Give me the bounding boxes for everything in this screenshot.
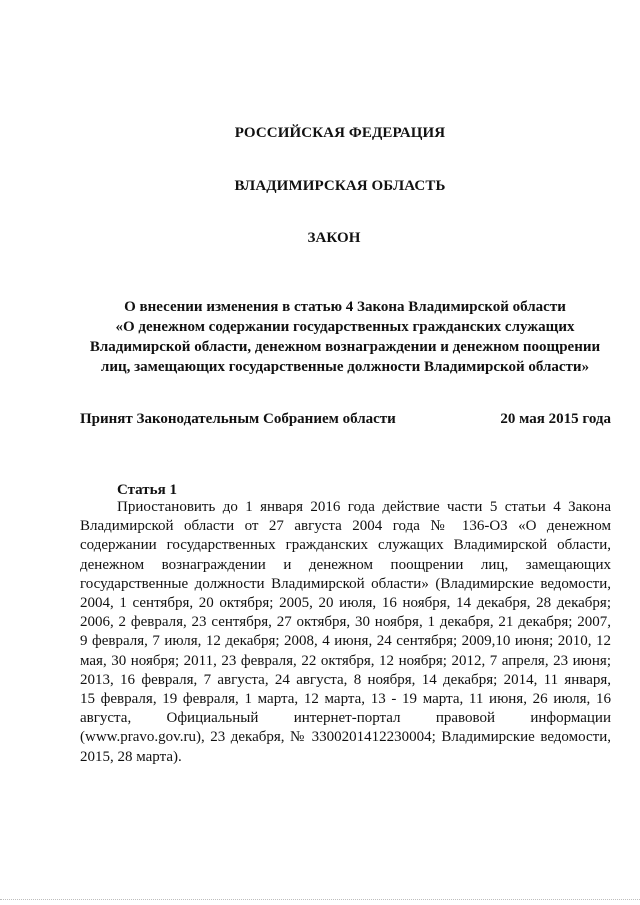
- adoption-date: 20 мая 2015 года: [500, 411, 611, 427]
- article-body-line: денежном вознаграждении и денежном поощрении лиц, замещающих: [80, 556, 611, 573]
- adopted-by-text: Принят Законодательным Собранием области: [80, 411, 396, 427]
- adoption-row: [80, 409, 611, 429]
- header-federation: РОССИЙСКАЯ ФЕДЕРАЦИЯ: [234, 125, 446, 141]
- article-body-line: мая, 30 ноября; 2011, 23 февраля, 22 октября, 12 ноября; 2012, 7 апреля, 23 июня;: [80, 652, 611, 669]
- law-title: [60, 297, 630, 377]
- article-body-line: 9 февраля, 7 июля, 12 декабря; 2008, 4 июня, 24 сентября; 2009,10 июня; 2010, 12: [80, 633, 611, 650]
- article-body-line: 2004, 1 сентября, 20 октября; 2005, 20 июля, 16 ноября, 14 декабря, 28 декабря;: [80, 595, 611, 612]
- header-region: ВЛАДИМИРСКАЯ ОБЛАСТЬ: [234, 178, 446, 194]
- article-body-line: государственные должности Владимирской области» (Владимирские ведомости,: [80, 575, 611, 592]
- law-title-line: лиц, замещающих государственные должности Владимирской области»: [100, 359, 590, 375]
- header-doc-type: ЗАКОН: [307, 230, 361, 246]
- article-body-line: 2013, 16 февраля, 7 августа, 24 августа, 8 ноября, 14 декабря; 2014, 11 января,: [80, 671, 611, 688]
- law-title-line: Владимирской области, денежном вознаграждении и денежном поощрении: [89, 339, 601, 355]
- article-body-line: 2015, 28 марта).: [80, 748, 182, 765]
- law-title-line: О внесении изменения в статью 4 Закона Владимирской области: [124, 299, 566, 315]
- law-title-line: «О денежном содержании государственных гражданских служащих: [115, 319, 575, 335]
- article-body-line: 15 февраля, 19 февраля, 1 марта, 12 марта, 13 - 19 марта, 11 июня, 26 июля, 16: [80, 691, 611, 708]
- article-body-line: содержании государственных гражданских служащих Владимирской области,: [80, 537, 611, 554]
- scan-edge-divider: [0, 899, 640, 901]
- article-heading: Статья 1: [117, 482, 177, 498]
- article-body-line: августа, Официальный интернет-портал правовой информации: [80, 710, 611, 727]
- article-body: [80, 498, 611, 767]
- article-body-line: 2006, 2 февраля, 23 сентября, 27 октября, 30 ноября, 1 декабря, 21 декабря; 2007,: [80, 614, 611, 631]
- article-body-line: Владимирской области от 27 августа 2004 года № 136-ОЗ «О денежном: [80, 518, 611, 535]
- article-body-line: (www.pravo.gov.ru), 23 декабря, № 3300201412230004; Владимирские ведомости,: [80, 729, 611, 746]
- article-body-line: Приостановить до 1 января 2016 года действие части 5 статьи 4 Закона: [117, 499, 611, 515]
